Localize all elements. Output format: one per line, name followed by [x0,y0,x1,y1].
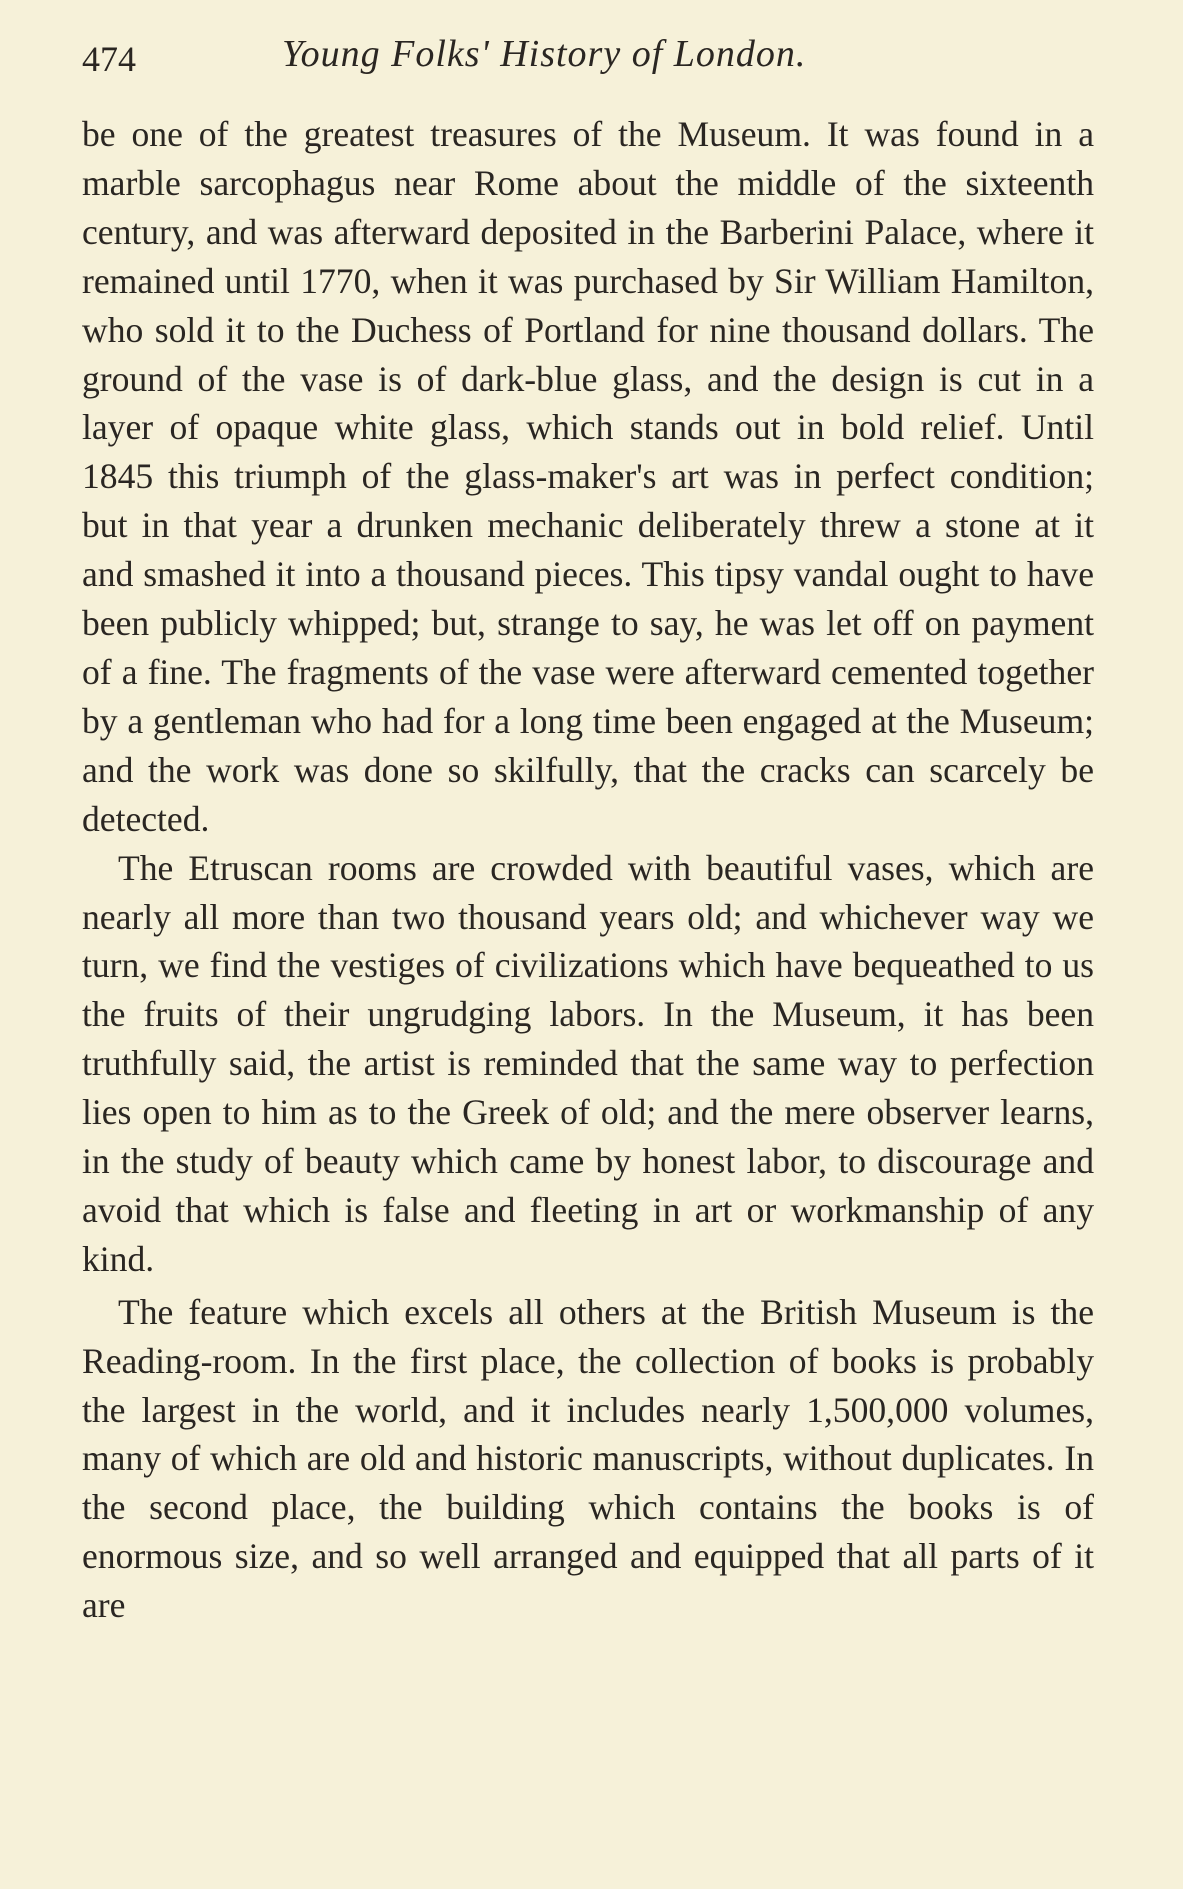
page-number: 474 [82,39,136,79]
paragraph-etruscan-rooms: The Etruscan rooms are crowded with beautiful vases, which are nearly all more than two thousand years old; and whichever way we turn, we find the vestiges of civilizations which have bequeathed to us the fruits of their ungrudging labors. In the Museum, it has been truthfully said, the artist is reminded that the same way to perfection lies open to him as to the Greek of old; and the mere observer learns, in the study of beauty which came by honest labor, to discourage and avoid that which is false and fleeting in art or workmanship of any kind. [82,847,1094,1279]
running-head [82,28,1092,88]
body-text [82,110,1094,1630]
running-title: Young Folks' History of London. [282,33,807,75]
paragraph-continued: be one of the greatest treasures of the Museum. It was found in a marble sarcophagus near Rome about the middle of the sixteenth century, and was afterward deposited in the Barberini Palace, where it remained until 1770, when it was purchased by Sir William Hamilton, who sold it to the Duchess of Portland for nine thousand dollars. The ground of the vase is of dark-blue glass, and the design is cut in a layer of opaque white glass, which stands out in bold relief. Until 1845 this triumph of the glass-maker's art was in perfect condition; but in that year a drunken mechanic deliberately threw a stone at it and smashed it into a thousand pieces. This tipsy vandal ought to have been publicly whipped; but, strange to say, he was let off on payment of a fine. The fragments of the vase were afterward cemented together by a gentleman who had for a long time been engaged at the Museum; and the work was done so skilfully, that the cracks can scarcely be detected. [82,114,1094,839]
paragraph-reading-room: The feature which excels all others at the British Museum is the Reading-room. In the first place, the collection of books is probably the largest in the world, and it includes nearly 1,500,000 volumes, many of which are old and historic manuscripts, without duplicates. In the second place, the building which contains the books is of enormous size, and so well arranged and equipped that all parts of it are [82,1291,1094,1626]
